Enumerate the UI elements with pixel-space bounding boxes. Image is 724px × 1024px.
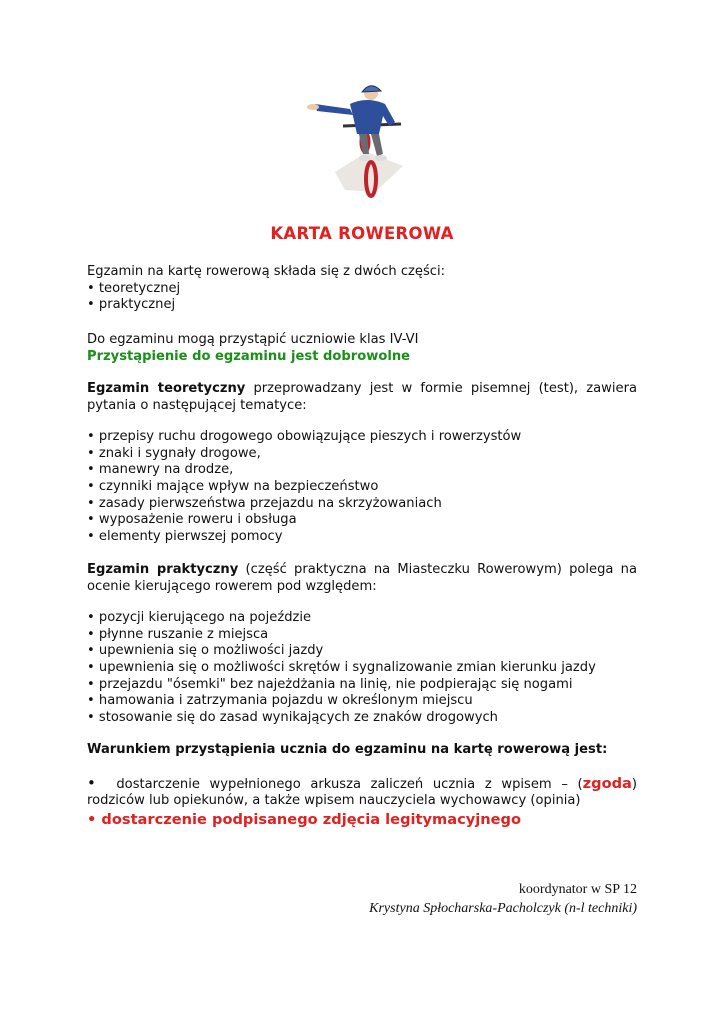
condition-item-photo: • dostarczenie podpisanego zdjęcia legitymacyjnego [87,810,521,828]
intro-lead: Egzamin na kartę rowerową składa się z dwóch części: [87,264,446,279]
practice-heading: Egzamin praktyczny [87,562,239,577]
list-item: • stosowanie się do zasad wynikających ze znaków drogowych [87,710,637,727]
shoe-right [375,155,387,161]
list-item: • manewry na drodze, [87,462,637,479]
practice-text: (część praktyczna na Miasteczku Rowerowym) polega na ocenie kierującego rowerem pod względem: [87,562,637,594]
theory-paragraph [87,381,637,414]
condition-text-pre: dostarczenie wypełnionego arkusza zaliczeń ucznia z wpisem – ( [116,776,583,792]
list-item: • płynne ruszanie z miejsca [87,627,637,644]
theory-heading: Egzamin teoretyczny [87,381,246,396]
intro-section [87,264,637,314]
extended-arm [315,104,353,115]
conditions-heading: Warunkiem przystąpienia ucznia do egzaminu na kartę rowerową jest: [87,742,608,757]
signature-block [369,880,637,918]
list-item: • hamowania i zatrzymania pojazdu w określonym miejscu [87,693,637,710]
parts-list [87,281,637,314]
list-item: • czynniki mające wpływ na bezpieczeństwo [87,479,637,496]
eligibility-text: Do egzaminu mogą przystąpić uczniowie klas IV-VI [87,332,419,347]
list-item: • zasady pierwszeństwa przejazdu na skrzyżowaniach [87,496,637,513]
list-item: • znaki i sygnały drogowe, [87,446,637,463]
list-item: • upewnienia się o możliwości jazdy [87,643,637,660]
practice-criteria-list [87,610,637,726]
conditions-section [87,742,637,828]
theory-section [87,381,637,545]
practice-paragraph [87,562,637,595]
list-item: • teoretycznej [87,281,637,298]
shoe-left [359,155,371,161]
page-title: KARTA ROWEROWA [270,224,454,243]
hand [307,104,319,110]
condition-text-post: ) rodziców lub opiekunów, a także wpisem nauczyciela wychowawcy (opinia) [87,776,637,809]
list-item: • wyposażenie roweru i obsługa [87,512,637,529]
helmet-icon [362,86,381,92]
torso [350,100,395,134]
coordinator-role: koordynator w SP 12 [518,882,637,897]
theory-text: przeprowadzany jest w formie pisemnej (test), zawiera pytania o następującej tematyce: [87,381,637,413]
condition-item-form: • dostarczenie wypełnionego arkusza zaliczeń ucznia z wpisem – (zgoda) rodziców lub opiekunów, a także wpisem nauczyciela wychowawcy (opinia) [87,773,637,809]
list-item: • przepisy ruchu drogowego obowiązujące pieszych i rowerzystów [87,429,637,446]
photo-requirement: dostarczenie podpisanego zdjęcia legitymacyjnego [101,810,521,828]
theory-topics-list [87,429,637,545]
voluntary-note: Przystąpienie do egzaminu jest dobrowolne [87,348,411,364]
coordinator-name: Krystyna Spłocharska-Pacholczyk (n-l techniki) [369,901,637,916]
practice-section [87,562,637,726]
list-item: • praktycznej [87,297,637,314]
list-item: • pozycji kierującego na pojeździe [87,610,637,627]
consent-highlight: zgoda [582,774,632,792]
list-item: • upewnienia się o możliwości skrętów i sygnalizowanie zmian kierunku jazdy [87,660,637,677]
list-item: • przejazdu "ósemki" bez najeżdżania na linię, nie podpierając się nogami [87,677,637,694]
leg-right [371,134,383,156]
cyclist-illustration [305,82,420,202]
eligibility-section [87,332,637,365]
list-item: • elementy pierwszej pomocy [87,529,637,546]
